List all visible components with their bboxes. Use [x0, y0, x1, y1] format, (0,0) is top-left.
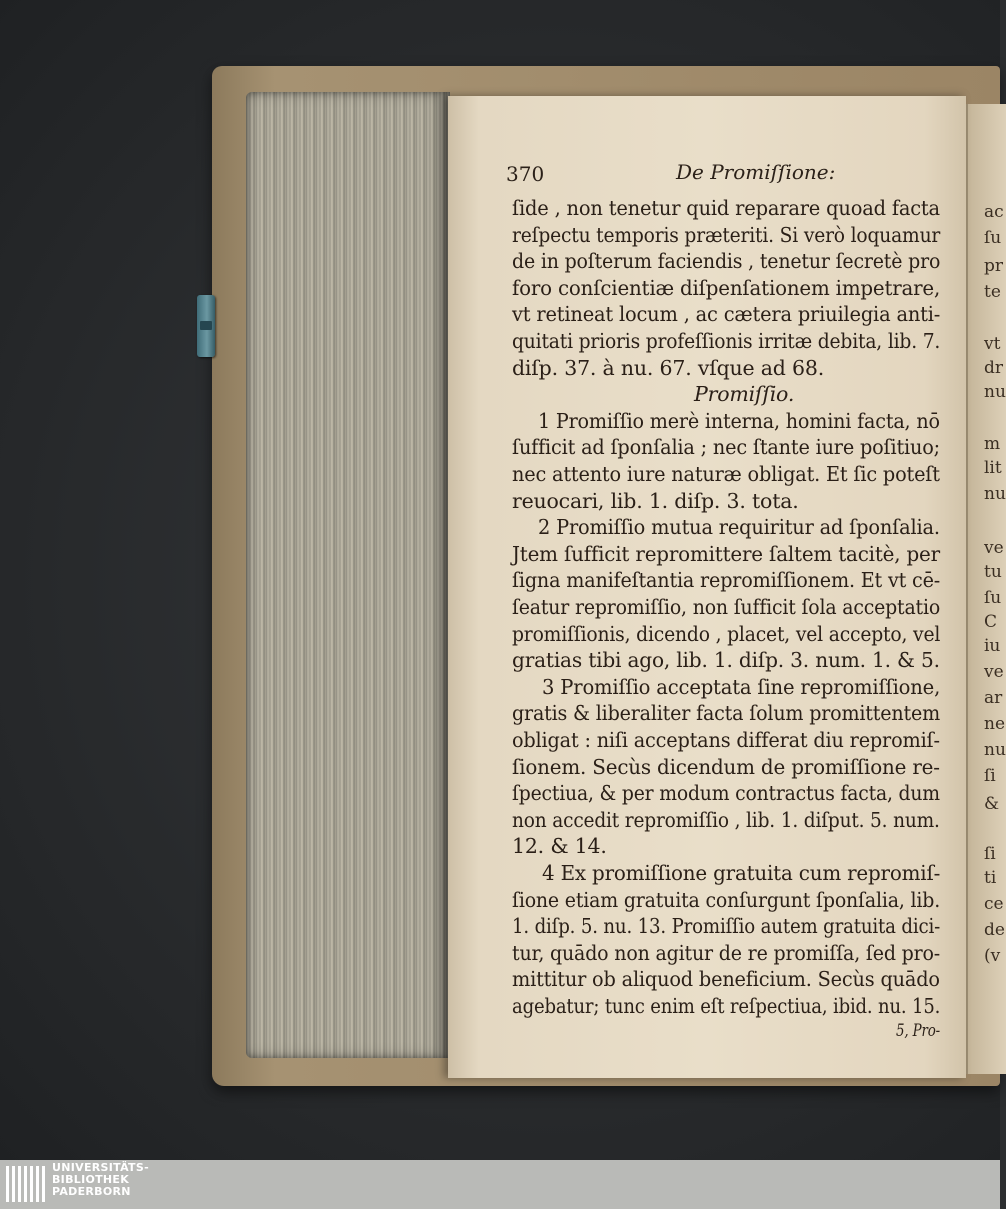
text-line: promiſſionis, dicendo , placet, vel accepto, vel	[512, 621, 941, 646]
facing-page-fragment: ar	[984, 688, 1003, 708]
facing-page-fragment: ſi	[984, 766, 996, 786]
running-title: De Promiſſione:	[676, 160, 836, 184]
facing-page-fragment: ſu	[984, 228, 1002, 248]
facing-page-fragment: iu	[984, 636, 1001, 656]
text-line: 3 Promiſſio acceptata ſine repromiſſione,	[542, 674, 941, 699]
facing-page-fragment: &	[984, 794, 1000, 814]
clasp-icon	[197, 295, 215, 357]
library-name-line-3: PADERBORN	[52, 1185, 131, 1198]
facing-page-fragment: ve	[984, 538, 1004, 558]
catchword: 5, Pro-	[896, 1020, 941, 1041]
text-line: diſp. 37. à nu. 67. vſque ad 68.	[512, 355, 825, 380]
text-line: non accedit repromiſſio , lib. 1. diſput. 5. num.	[512, 807, 940, 832]
text-line: vt retineat locum , ac cætera priuilegia anti-	[512, 302, 941, 327]
text-line: gratias tibi ago, lib. 1. diſp. 3. num. 1. & 5.	[512, 648, 940, 673]
facing-page-fragment: ne	[984, 714, 1006, 734]
text-line: nec attento iure naturæ obligat. Et ſic poteſt	[512, 462, 940, 486]
text-line: de in poſterum faciendis , tenetur ſecretè pro	[512, 249, 941, 274]
facing-page-fragment: ve	[984, 662, 1004, 682]
facing-page-fragment: ac	[984, 202, 1004, 222]
text-line: ſeatur repromiſſio, non ſufficit ſola acceptatio	[512, 595, 941, 619]
text-line: ſigna manifeſtantia repromiſſionem. Et vt cē-	[512, 568, 941, 593]
page-block-edges	[246, 92, 450, 1058]
text-line: ſionem. Secùs dicendum de promiſſione re-	[512, 754, 940, 779]
facing-page-fragment: ce	[984, 894, 1004, 914]
text-line: reſpectu temporis præteriti. Si verò loquamur	[512, 222, 941, 247]
text-line: ſione etiam gratuita conſurgunt ſponſalia, lib.	[512, 887, 941, 912]
library-name-line-2: BIBLIOTHEK	[52, 1173, 130, 1186]
facing-page-fragment: nu	[984, 484, 1006, 504]
facing-page-fragment: nu	[984, 740, 1006, 760]
page-number: 370	[506, 162, 545, 186]
text-line: quitati prioris profeſſionis irritæ debita, lib. 7.	[512, 329, 941, 353]
text-line: tur, quādo non agitur de re promiſſa, ſed pro-	[512, 940, 941, 965]
facing-page-fragment: pr	[984, 256, 1004, 276]
facing-page-fragment: m	[984, 434, 1001, 454]
facing-page-fragment: de	[984, 920, 1005, 940]
library-logo-icon	[6, 1166, 46, 1202]
facing-page-fragment: dr	[984, 358, 1004, 378]
facing-page-fragment: nu	[984, 382, 1006, 402]
library-name-line-1: UNIVERSITÄTS-	[52, 1161, 149, 1174]
facing-page-fragment: te	[984, 282, 1001, 302]
facing-page-fragment: C	[984, 612, 998, 632]
library-footer	[0, 1160, 1000, 1209]
facing-page-fragment: ſu	[984, 588, 1002, 608]
facing-page-fragment: ſi	[984, 844, 996, 864]
text-line: Jtem ſufficit repromittere ſaltem tacitè, per	[512, 541, 940, 566]
section-heading: Promiſſio.	[694, 382, 795, 407]
facing-page-fragment: ti	[984, 868, 997, 888]
text-line: 1. diſp. 5. nu. 13. Promiſſio autem gratuita dici-	[512, 914, 941, 939]
facing-page-fragment: tu	[984, 562, 1002, 582]
text-line: ſufficit ad ſponſalia ; nec ſtante iure poſitiuo;	[512, 435, 940, 460]
text-line: 2 Promiſſio mutua requiritur ad ſponſalia.	[538, 515, 940, 540]
text-line: foro conſcientiæ diſpenſationem impetrare,	[512, 275, 941, 300]
text-line: reuocari, lib. 1. diſp. 3. tota.	[512, 488, 799, 513]
text-line: obligat : niſi acceptans differat diu repromiſ-	[512, 728, 940, 752]
library-name	[52, 1162, 149, 1198]
text-line: ſide , non tenetur quid reparare quoad facta	[512, 196, 940, 220]
text-line: agebatur; tunc enim eſt reſpectiua, ibid. nu. 15.	[512, 994, 941, 1018]
text-line: 12. & 14.	[512, 834, 607, 859]
facing-page-fragment: lit	[984, 458, 1002, 478]
text-line: gratis & liberaliter facta ſolum promittentem	[512, 701, 940, 726]
facing-page-fragment: (v	[984, 946, 1001, 966]
text-line: mittitur ob aliquod beneficium. Secùs quādo	[512, 967, 940, 992]
facing-page-fragment: vt	[984, 334, 1001, 354]
text-line: ſpectiua, & per modum contractus facta, dum	[512, 781, 940, 806]
text-line: 1 Promiſſio merè interna, homini facta, nō	[538, 408, 940, 433]
text-line: 4 Ex promiſſione gratuita cum repromiſ-	[542, 861, 941, 885]
